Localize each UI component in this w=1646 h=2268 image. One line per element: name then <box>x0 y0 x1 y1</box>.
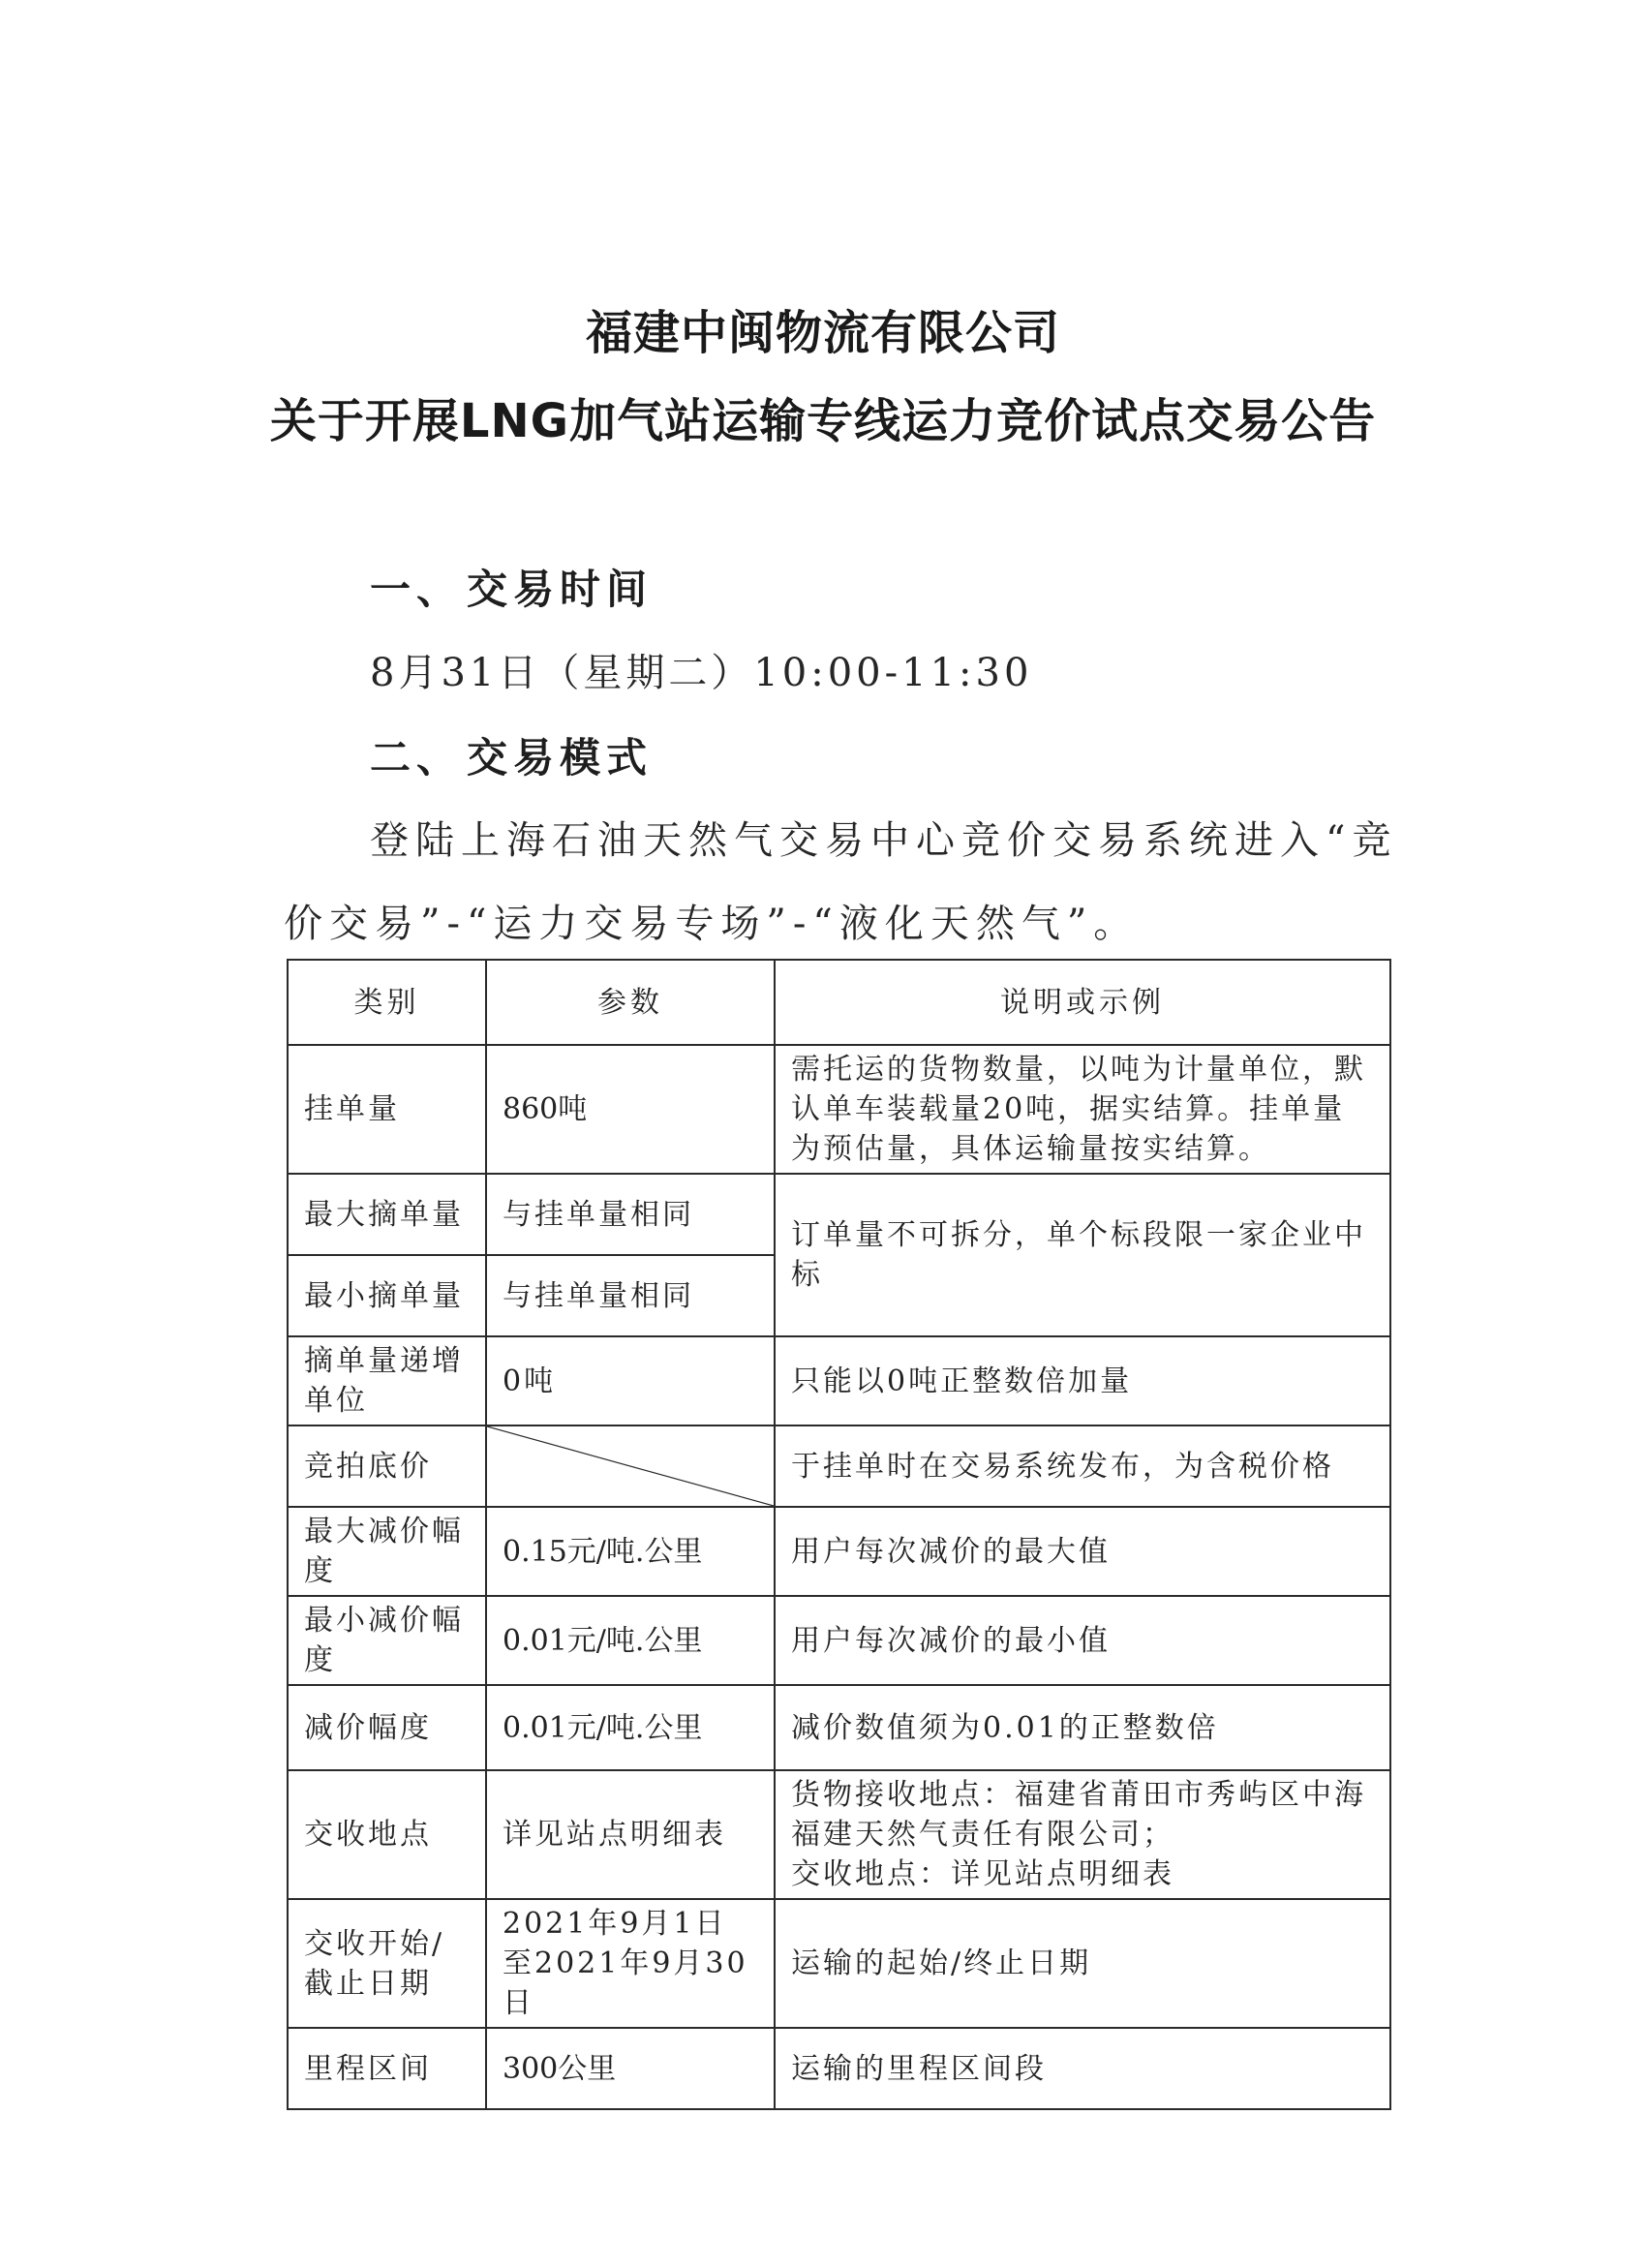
row-param: 0.15元/吨.公里 <box>486 1507 775 1596</box>
row-desc: 用户每次减价的最小值 <box>775 1596 1390 1685</box>
row-desc: 运输的起始/终止日期 <box>775 1899 1390 2028</box>
section-1-heading <box>370 558 653 616</box>
page-subtitle: 关于开展LNG加气站运输专线运力竞价试点交易公告 <box>269 394 1377 448</box>
row-desc: 订单量不可拆分，单个标段限一家企业中标 <box>775 1174 1390 1336</box>
table-row <box>288 1770 1390 1899</box>
parameters-table <box>287 959 1391 2110</box>
desc-line: 货物接收地点：福建省莆田市秀屿区中海福建天然气责任有限公司； <box>791 1778 1366 1852</box>
table-row <box>288 1685 1390 1770</box>
row-param: 0.01元/吨.公里 <box>486 1596 775 1685</box>
row-category: 减价幅度 <box>288 1685 486 1770</box>
row-param: 860吨 <box>486 1045 775 1174</box>
row-category: 摘单量递增单位 <box>288 1336 486 1425</box>
row-category: 最小减价幅度 <box>288 1596 486 1685</box>
row-param: 与挂单量相同 <box>486 1255 775 1336</box>
table-row <box>288 1336 1390 1425</box>
row-category: 里程区间 <box>288 2028 486 2109</box>
row-param: 0.01元/吨.公里 <box>486 1685 775 1770</box>
section-2-title: 交易模式 <box>467 734 654 782</box>
row-desc: 减价数值须为0.01的正整数倍 <box>775 1685 1390 1770</box>
table-header-row <box>288 960 1390 1045</box>
desc-line: 交收地点：详见站点明细表 <box>791 1857 1174 1891</box>
row-param: 详见站点明细表 <box>486 1770 775 1899</box>
row-category: 最小摘单量 <box>288 1255 486 1336</box>
header-category: 类别 <box>288 960 486 1045</box>
row-desc: 用户每次减价的最大值 <box>775 1507 1390 1596</box>
row-desc: 运输的里程区间段 <box>775 2028 1390 2109</box>
row-desc: 需托运的货物数量，以吨为计量单位，默认单车装载量20吨，据实结算。挂单量为预估量，具体运输量按实结算。 <box>775 1045 1390 1174</box>
row-category: 最大摘单量 <box>288 1174 486 1255</box>
header-description: 说明或示例 <box>775 960 1390 1045</box>
trading-mode-text-line1: 登陆上海石油天然气交易中心竞价交易系统进入“竞 <box>370 818 1398 863</box>
section-2-heading <box>370 726 653 784</box>
row-param-empty-diagonal <box>486 1425 775 1507</box>
row-desc <box>775 1770 1390 1899</box>
section-2-number: 二、 <box>370 734 464 782</box>
row-desc: 于挂单时在交易系统发布，为含税价格 <box>775 1425 1390 1507</box>
table-row <box>288 1425 1390 1507</box>
row-category: 交收开始/截止日期 <box>288 1899 486 2028</box>
trading-time-text: 8月31日（星期二）10:00-11:30 <box>370 651 1033 695</box>
table-row <box>288 1596 1390 1685</box>
diagonal-line <box>487 1426 774 1506</box>
row-desc: 只能以0吨正整数倍加量 <box>775 1336 1390 1425</box>
table-row <box>288 1174 1390 1255</box>
row-param: 0吨 <box>486 1336 775 1425</box>
row-category: 竞拍底价 <box>288 1425 486 1507</box>
table-row <box>288 1507 1390 1596</box>
section-1-number: 一、 <box>370 566 464 613</box>
row-param: 与挂单量相同 <box>486 1174 775 1255</box>
row-category: 最大减价幅度 <box>288 1507 486 1596</box>
row-category: 交收地点 <box>288 1770 486 1899</box>
trading-mode-text-line2: 价交易”-“运力交易专场”-“液化天然气”。 <box>284 902 1140 946</box>
row-param: 300公里 <box>486 2028 775 2109</box>
row-param: 2021年9月1日至2021年9月30日 <box>486 1899 775 2028</box>
page-title: 福建中闽物流有限公司 <box>585 306 1060 360</box>
section-1-title: 交易时间 <box>467 566 654 613</box>
header-parameter: 参数 <box>486 960 775 1045</box>
table-row <box>288 2028 1390 2109</box>
table-row <box>288 1899 1390 2028</box>
table-row <box>288 1045 1390 1174</box>
row-category: 挂单量 <box>288 1045 486 1174</box>
